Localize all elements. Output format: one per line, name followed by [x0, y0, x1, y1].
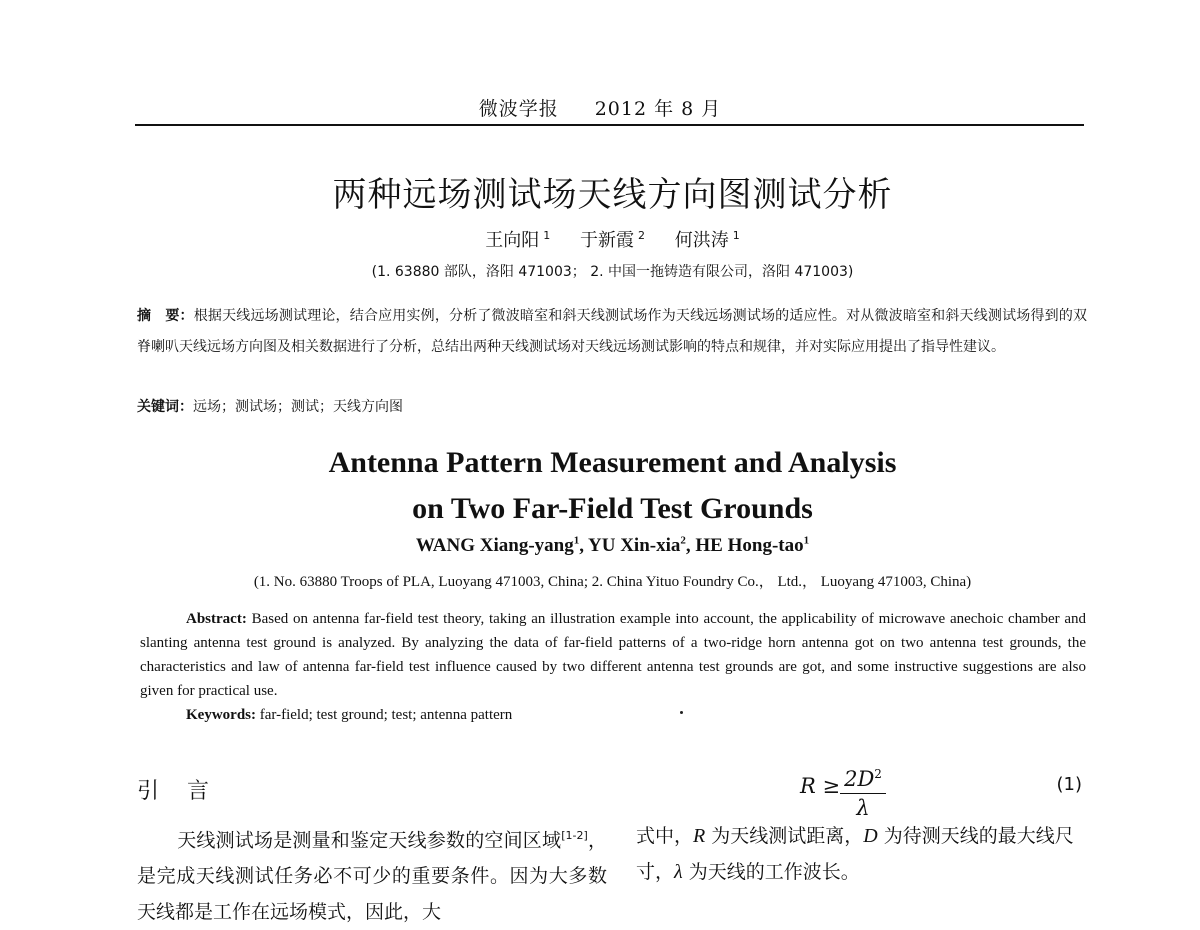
english-authors: WANG Xiang-yang$^1$, YU Xin-xia$^2$, HE Hong-tao$^1$: [415, 535, 810, 557]
equation-lhs: R ≥: [800, 774, 841, 798]
equation-explanation: 式中，R 为天线测试距离，D 为待测天线的最大线尺寸，λ 为天线的工作波长。: [636, 825, 1074, 883]
english-keywords: [186, 707, 1086, 724]
author-2: 于新霞 $^2$: [580, 229, 645, 251]
section-heading-introduction: 引 言: [137, 779, 210, 804]
running-head: [0, 94, 1200, 121]
english-keywords-label: Keywords:: [186, 707, 256, 723]
journal-name: 微波学报: [478, 98, 559, 120]
english-keywords-text: far-field; test ground; test; antenna pattern: [259, 707, 513, 723]
chinese-abstract: [137, 301, 1087, 363]
chinese-keywords: [137, 396, 1087, 416]
author-1: 王向阳 $^1$: [485, 229, 551, 251]
english-abstract-text: Based on antenna far-field test theory, taking an illustration example into account, the applicability of microwave anechoic chamber and slanting antenna test ground is analyzed. By analyzing the data of far-field patterns of a two-ridge horn antenna got on two antenna test grounds, the characteristics and law of antenna far-field test influence caused by two different antenna test grounds are got, and some instructive suggestions are also given for practical use.: [140, 611, 1086, 699]
citation: [1-2]: [561, 829, 588, 842]
chinese-keywords-label: 关键词：: [137, 399, 193, 415]
equation-fraction: [840, 760, 886, 822]
issue-date: 2012 年 8 月: [594, 98, 722, 120]
chinese-abstract-text: 根据天线远场测试理论，结合应用实例，分析了微波暗室和斜天线测试场作为天线远场测试场的适应性。对从微波暗室和斜天线测试场得到的双脊喇叭天线远场方向图及相关数据进行了分析，总结出两种天线测试场对天线远场测试影响的特点和规律，并对实际应用提出了指导性建议。: [137, 308, 1088, 355]
english-abstract-label: Abstract:: [186, 611, 247, 627]
equation-1: [800, 760, 1090, 820]
en-author-2: YU Xin-xia$^2$: [588, 535, 686, 557]
english-title: [0, 440, 1200, 532]
english-affiliation: (1. No. 63880 Troops of PLA, Luoyang 471003, China; 2. China Yituo Foundry Co.， Ltd.， Luoyang 471003, China): [253, 574, 972, 590]
english-title-line-1: Antenna Pattern Measurement and Analysis: [328, 446, 897, 479]
english-abstract: [140, 607, 1086, 703]
equation-numerator: $2D^2$: [840, 760, 886, 794]
header-rule: [135, 124, 1084, 126]
equation-denominator: λ: [856, 796, 870, 820]
chinese-affiliation: (1. 63880 部队，洛阳 471003； 2. 中国一拖铸造有限公司，洛阳 471003): [371, 264, 854, 280]
en-author-1: WANG Xiang-yang$^1$: [415, 535, 580, 557]
chinese-keywords-text: 远场；测试场；测试；天线方向图: [193, 399, 403, 415]
english-title-line-2: on Two Far-Field Test Grounds: [412, 492, 813, 525]
introduction-paragraph: 天线测试场是测量和鉴定天线参数的空间区域[1-2]，是完成天线测试任务必不可少的重要条件。因为大多数天线都是工作在远场模式，因此，大: [137, 829, 607, 924]
chinese-abstract-label: 摘 要：: [137, 308, 194, 324]
stray-dot: [680, 711, 683, 714]
en-author-3: HE Hong-tao$^1$: [695, 535, 810, 557]
author-3: 何洪涛 $^1$: [674, 229, 740, 251]
chinese-authors: [0, 226, 1200, 252]
chinese-title: 两种远场测试场天线方向图测试分析: [332, 175, 893, 215]
equation-number: (1): [1056, 774, 1082, 795]
